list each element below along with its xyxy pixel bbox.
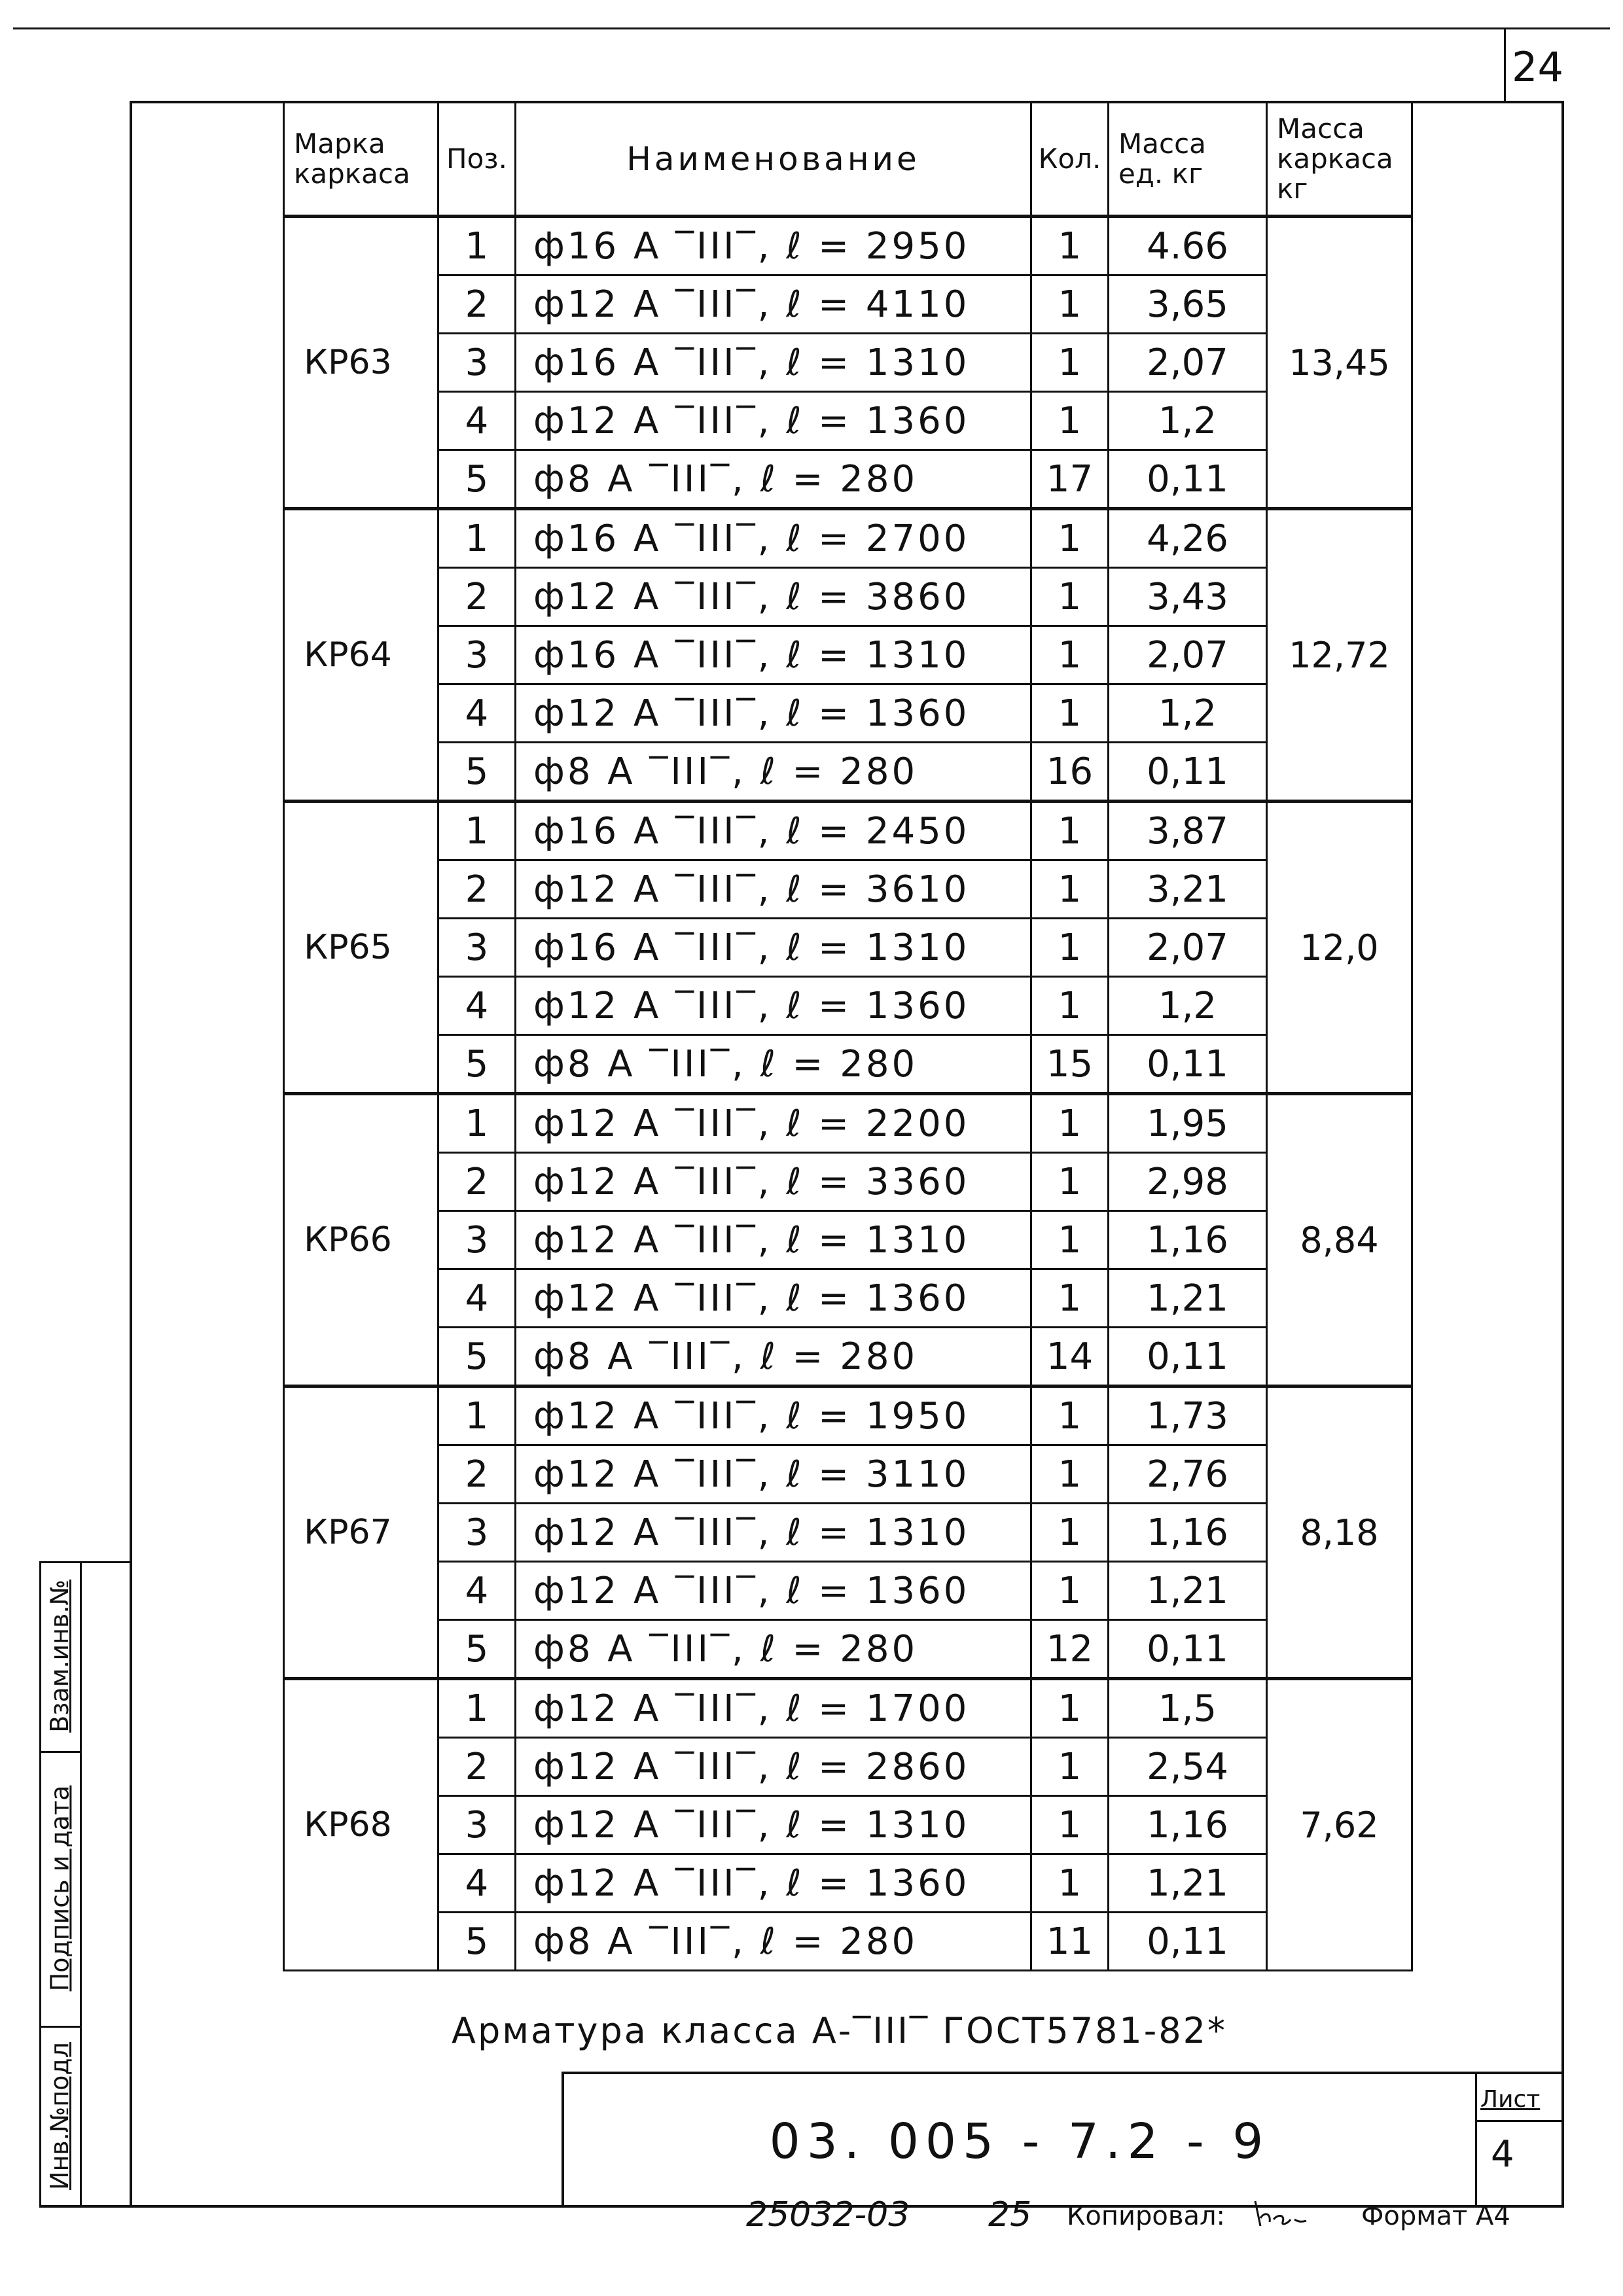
footer-copied-label: Копировал: (1067, 2201, 1226, 2231)
cell-unit-mass: 0,11 (1109, 450, 1267, 509)
cell-unit-mass: 2,07 (1109, 626, 1267, 684)
cell-frame-mark: КР65 (284, 802, 438, 1094)
cell-position: 5 (438, 743, 516, 802)
cell-quantity: 12 (1031, 1620, 1109, 1679)
header-mark-line1: Марка (294, 127, 385, 160)
cell-name: ф8 А ‾III‾, ℓ = 280 (516, 1328, 1031, 1386)
table-row (284, 1796, 1412, 1854)
cell-name: ф12 А ‾III‾, ℓ = 3860 (516, 568, 1031, 626)
cell-position: 5 (438, 1035, 516, 1094)
cell-name: ф12 А ‾III‾, ℓ = 3610 (516, 860, 1031, 919)
header-pos: Поз. (438, 103, 516, 217)
cell-frame-mass: 8,84 (1267, 1094, 1412, 1386)
cell-name: ф16 А ‾III‾, ℓ = 1310 (516, 919, 1031, 977)
cell-position: 2 (438, 860, 516, 919)
cell-unit-mass: 2,07 (1109, 334, 1267, 392)
cell-quantity: 17 (1031, 450, 1109, 509)
cell-unit-mass: 0,11 (1109, 1035, 1267, 1094)
side-stamp-original (39, 2026, 82, 2206)
document-code: 03. 005 - 7.2 - 9 (769, 2113, 1270, 2170)
cell-name: ф12 А ‾III‾, ℓ = 4110 (516, 275, 1031, 334)
table-row (284, 1445, 1412, 1504)
cell-position: 1 (438, 1679, 516, 1738)
cell-name: ф8 А ‾III‾, ℓ = 280 (516, 450, 1031, 509)
cell-name: ф8 А ‾III‾, ℓ = 280 (516, 743, 1031, 802)
table-row (284, 802, 1412, 860)
header-mass-unit (1109, 103, 1267, 217)
cell-quantity: 1 (1031, 1679, 1109, 1738)
cell-name: ф12 А ‾III‾, ℓ = 1360 (516, 1854, 1031, 1913)
cell-name: ф12 А ‾III‾, ℓ = 1310 (516, 1504, 1031, 1562)
cell-unit-mass: 3,87 (1109, 802, 1267, 860)
cell-position: 2 (438, 275, 516, 334)
cell-name: ф12 А ‾III‾, ℓ = 2200 (516, 1094, 1031, 1153)
cell-position: 1 (438, 217, 516, 275)
cell-frame-mark: КР66 (284, 1094, 438, 1386)
side-label-original-inv: Инв.№подл (45, 2042, 75, 2190)
cell-name: ф16 А ‾III‾, ℓ = 2950 (516, 217, 1031, 275)
cell-frame-mass: 12,0 (1267, 802, 1412, 1094)
header-mass-total-line1: Масса (1277, 112, 1364, 145)
cell-quantity: 1 (1031, 334, 1109, 392)
table-row (284, 450, 1412, 509)
cell-unit-mass: 1,2 (1109, 392, 1267, 450)
cell-quantity: 1 (1031, 1796, 1109, 1854)
header-mass-total-line3: кг (1277, 173, 1308, 205)
side-label-signature-date: Подпись и дата (45, 1785, 75, 1992)
cell-quantity: 1 (1031, 626, 1109, 684)
cell-unit-mass: 3,21 (1109, 860, 1267, 919)
cell-quantity: 1 (1031, 684, 1109, 743)
cell-quantity: 1 (1031, 1562, 1109, 1620)
cell-position: 4 (438, 684, 516, 743)
table-row (284, 684, 1412, 743)
cell-quantity: 1 (1031, 1094, 1109, 1153)
table-row (284, 1562, 1412, 1620)
cell-position: 2 (438, 568, 516, 626)
header-mark-line2: каркаса (294, 158, 410, 190)
sheet-label: Лист (1480, 2086, 1541, 2113)
table-row (284, 1679, 1412, 1738)
table-row (284, 977, 1412, 1035)
reinforcement-class-note: Арматура класса А-‾III‾ ГОСТ5781-82* (452, 2010, 1227, 2051)
cell-quantity: 15 (1031, 1035, 1109, 1094)
cell-position: 2 (438, 1445, 516, 1504)
cell-name: ф16 А ‾III‾, ℓ = 1310 (516, 334, 1031, 392)
cell-quantity: 1 (1031, 509, 1109, 568)
frame-left (130, 101, 132, 2206)
cell-quantity: 1 (1031, 1269, 1109, 1328)
side-stamp-replacement (39, 1561, 82, 1751)
cell-quantity: 1 (1031, 1153, 1109, 1211)
cell-quantity: 1 (1031, 1854, 1109, 1913)
cell-name: ф12 А ‾III‾, ℓ = 1360 (516, 684, 1031, 743)
cell-frame-mass: 13,45 (1267, 217, 1412, 509)
cell-position: 1 (438, 802, 516, 860)
cell-frame-mark: КР67 (284, 1386, 438, 1679)
cell-quantity: 1 (1031, 275, 1109, 334)
cell-position: 4 (438, 1269, 516, 1328)
table-row (284, 626, 1412, 684)
cell-position: 3 (438, 334, 516, 392)
side-stamp-signature (39, 1751, 82, 2026)
cell-frame-mass: 12,72 (1267, 509, 1412, 802)
footer-format: Формат А4 (1361, 2201, 1510, 2231)
cell-unit-mass: 1,16 (1109, 1796, 1267, 1854)
cell-name: ф16 А ‾III‾, ℓ = 2700 (516, 509, 1031, 568)
cell-unit-mass: 1,21 (1109, 1854, 1267, 1913)
cell-quantity: 1 (1031, 860, 1109, 919)
cell-quantity: 1 (1031, 1386, 1109, 1445)
cell-name: ф16 А ‾III‾, ℓ = 2450 (516, 802, 1031, 860)
table-header-row (284, 103, 1412, 217)
cell-unit-mass: 2,07 (1109, 919, 1267, 977)
cell-position: 4 (438, 392, 516, 450)
cell-name: ф12 А ‾III‾, ℓ = 1950 (516, 1386, 1031, 1445)
page-number: 24 (1512, 43, 1563, 91)
table-row (284, 1035, 1412, 1094)
cell-quantity: 1 (1031, 1504, 1109, 1562)
cell-unit-mass: 2,54 (1109, 1738, 1267, 1796)
cell-frame-mark: КР64 (284, 509, 438, 802)
cell-unit-mass: 1,95 (1109, 1094, 1267, 1153)
cell-position: 3 (438, 1504, 516, 1562)
cell-name: ф12 А ‾III‾, ℓ = 3110 (516, 1445, 1031, 1504)
table-row (284, 860, 1412, 919)
cell-name: ф12 А ‾III‾, ℓ = 1360 (516, 1562, 1031, 1620)
cell-quantity: 1 (1031, 802, 1109, 860)
header-mark (284, 103, 438, 217)
copier-signature (1251, 2193, 1323, 2233)
cell-unit-mass: 1,16 (1109, 1504, 1267, 1562)
cell-unit-mass: 1,21 (1109, 1269, 1267, 1328)
table-row (284, 1504, 1412, 1562)
cell-name: ф12 А ‾III‾, ℓ = 1310 (516, 1796, 1031, 1854)
cell-position: 4 (438, 1562, 516, 1620)
table-row (284, 743, 1412, 802)
footer-copies: 25 (988, 2195, 1032, 2234)
table-row (284, 1913, 1412, 1971)
cell-name: ф12 А ‾III‾, ℓ = 3360 (516, 1153, 1031, 1211)
cell-position: 3 (438, 919, 516, 977)
cell-name: ф16 А ‾III‾, ℓ = 1310 (516, 626, 1031, 684)
cell-position: 4 (438, 1854, 516, 1913)
cell-position: 3 (438, 1796, 516, 1854)
cell-name: ф8 А ‾III‾, ℓ = 280 (516, 1035, 1031, 1094)
cell-position: 5 (438, 450, 516, 509)
cell-unit-mass: 2,76 (1109, 1445, 1267, 1504)
cell-quantity: 1 (1031, 977, 1109, 1035)
header-mass-total-line2: каркаса (1277, 142, 1393, 175)
cell-unit-mass: 1,2 (1109, 684, 1267, 743)
cell-frame-mass: 8,18 (1267, 1386, 1412, 1679)
header-mass-unit-line2: ед. кг (1118, 158, 1204, 190)
side-label-replacement-inv: Взам.инв.№ (45, 1580, 75, 1733)
cell-quantity: 1 (1031, 919, 1109, 977)
cell-position: 2 (438, 1738, 516, 1796)
cell-name: ф8 А ‾III‾, ℓ = 280 (516, 1913, 1031, 1971)
table-row (284, 1211, 1412, 1269)
table-row (284, 275, 1412, 334)
table-row (284, 1854, 1412, 1913)
cell-position: 3 (438, 1211, 516, 1269)
cell-unit-mass: 3,43 (1109, 568, 1267, 626)
table-row (284, 1620, 1412, 1679)
table-row (284, 1153, 1412, 1211)
cell-position: 1 (438, 1094, 516, 1153)
frame-right (1561, 101, 1564, 2206)
title-block-top (562, 2072, 1563, 2074)
cell-name: ф8 А ‾III‾, ℓ = 280 (516, 1620, 1031, 1679)
cell-quantity: 1 (1031, 568, 1109, 626)
table-row (284, 1328, 1412, 1386)
table-row (284, 1386, 1412, 1445)
cell-unit-mass: 3,65 (1109, 275, 1267, 334)
cell-unit-mass: 4,26 (1109, 509, 1267, 568)
cell-name: ф12 А ‾III‾, ℓ = 1360 (516, 977, 1031, 1035)
table-row (284, 392, 1412, 450)
table-row (284, 1269, 1412, 1328)
cell-unit-mass: 1,16 (1109, 1211, 1267, 1269)
cell-position: 5 (438, 1913, 516, 1971)
cell-position: 1 (438, 1386, 516, 1445)
cell-name: ф12 А ‾III‾, ℓ = 1360 (516, 392, 1031, 450)
header-name: Наименование (516, 103, 1031, 217)
cell-unit-mass: 4.66 (1109, 217, 1267, 275)
cell-unit-mass: 1,5 (1109, 1679, 1267, 1738)
cell-quantity: 1 (1031, 1211, 1109, 1269)
cell-position: 3 (438, 626, 516, 684)
cell-name: ф12 А ‾III‾, ℓ = 1360 (516, 1269, 1031, 1328)
cell-unit-mass: 2,98 (1109, 1153, 1267, 1211)
cell-frame-mark: КР63 (284, 217, 438, 509)
table-row (284, 217, 1412, 275)
cell-position: 5 (438, 1328, 516, 1386)
cell-unit-mass: 1,21 (1109, 1562, 1267, 1620)
cell-name: ф12 А ‾III‾, ℓ = 2860 (516, 1738, 1031, 1796)
table-row (284, 1094, 1412, 1153)
header-qty: Кол. (1031, 103, 1109, 217)
table-row (284, 509, 1412, 568)
cell-position: 1 (438, 509, 516, 568)
cell-unit-mass: 0,11 (1109, 1620, 1267, 1679)
header-mass-unit-line1: Масса (1118, 127, 1206, 160)
table-row (284, 1738, 1412, 1796)
cell-unit-mass: 0,11 (1109, 1913, 1267, 1971)
cell-position: 5 (438, 1620, 516, 1679)
cell-unit-mass: 1,2 (1109, 977, 1267, 1035)
cell-unit-mass: 1,73 (1109, 1386, 1267, 1445)
cell-name: ф12 А ‾III‾, ℓ = 1310 (516, 1211, 1031, 1269)
cell-name: ф12 А ‾III‾, ℓ = 1700 (516, 1679, 1031, 1738)
specification-table (283, 101, 1413, 1971)
cell-frame-mass: 7,62 (1267, 1679, 1412, 1971)
sheet-number: 4 (1491, 2133, 1514, 2176)
cell-unit-mass: 0,11 (1109, 743, 1267, 802)
cell-quantity: 1 (1031, 392, 1109, 450)
cell-position: 2 (438, 1153, 516, 1211)
table-row (284, 568, 1412, 626)
table-body (284, 217, 1412, 1971)
footer-order: 25032-03 (746, 2195, 910, 2234)
cell-unit-mass: 0,11 (1109, 1328, 1267, 1386)
cell-quantity: 1 (1031, 1445, 1109, 1504)
cell-frame-mark: КР68 (284, 1679, 438, 1971)
cell-quantity: 16 (1031, 743, 1109, 802)
table-row (284, 919, 1412, 977)
table-row (284, 334, 1412, 392)
cell-quantity: 14 (1031, 1328, 1109, 1386)
header-mass-total (1267, 103, 1412, 217)
cell-position: 4 (438, 977, 516, 1035)
cell-quantity: 1 (1031, 1738, 1109, 1796)
cell-quantity: 11 (1031, 1913, 1109, 1971)
cell-quantity: 1 (1031, 217, 1109, 275)
